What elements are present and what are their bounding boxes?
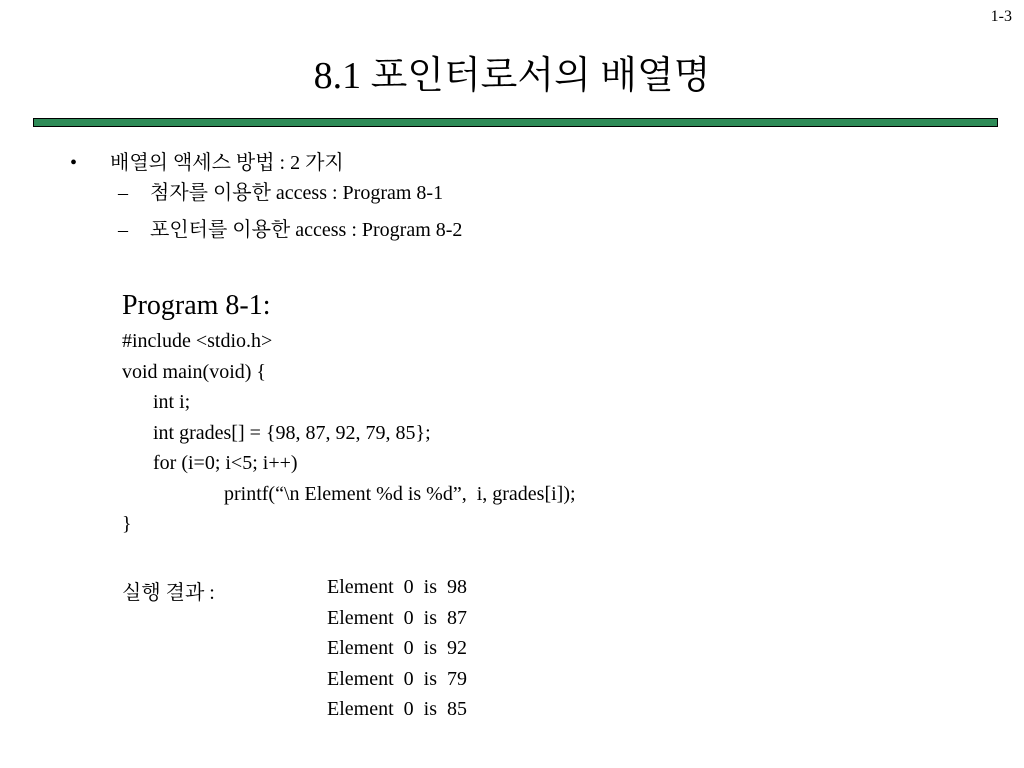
page-number: 1-3 bbox=[990, 8, 1012, 25]
bullet-dot-icon: • bbox=[70, 152, 78, 174]
code-block bbox=[122, 330, 576, 544]
code-line: int i; bbox=[153, 391, 191, 413]
code-line: for (i=0; i<5; i++) bbox=[153, 452, 298, 474]
slide-title: 8.1 포인터로서의 배열명 bbox=[313, 55, 711, 97]
result-line: Element 0 is 87 bbox=[327, 606, 467, 629]
sub-bullet-list bbox=[118, 176, 462, 250]
code-line: } bbox=[122, 513, 132, 535]
result-output bbox=[327, 576, 467, 729]
code-line: printf(“\n Element %d is %d”, i, grades[i]); bbox=[224, 482, 576, 505]
code-line: int grades[] = {98, 87, 92, 79, 85}; bbox=[153, 421, 431, 444]
sub-bullet-text: 첨자를 이용한 access : Program 8-1 bbox=[150, 182, 444, 204]
code-line: void main(void) { bbox=[122, 360, 267, 383]
result-line: Element 0 is 92 bbox=[327, 637, 467, 659]
bullet-text: 배열의 액세스 방법 : 2 가지 bbox=[110, 152, 344, 174]
result-line: Element 0 is 85 bbox=[327, 698, 467, 720]
bullet-list bbox=[70, 146, 462, 250]
result-line: Element 0 is 98 bbox=[327, 576, 467, 598]
result-line: Element 0 is 79 bbox=[327, 667, 467, 690]
sub-bullet-text: 포인터를 이용한 access : Program 8-2 bbox=[150, 219, 463, 241]
code-line: #include <stdio.h> bbox=[122, 330, 273, 352]
title-divider-bar bbox=[33, 118, 998, 127]
bullet-item bbox=[70, 146, 462, 176]
sub-bullet-item bbox=[118, 176, 462, 213]
dash-icon: – bbox=[118, 219, 128, 241]
sub-bullet-item bbox=[118, 213, 462, 250]
dash-icon: – bbox=[118, 182, 128, 204]
program-heading: Program 8-1: bbox=[122, 290, 271, 321]
result-label: 실행 결과 : bbox=[122, 582, 215, 604]
